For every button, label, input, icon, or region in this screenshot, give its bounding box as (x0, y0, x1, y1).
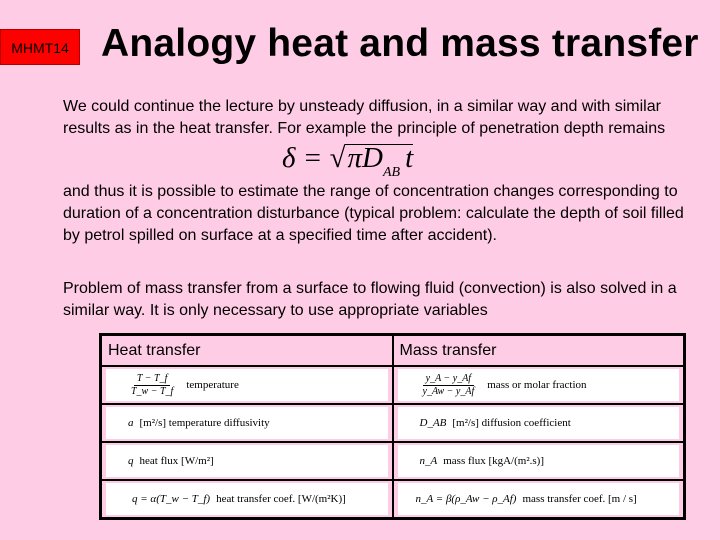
paragraph-convection: Problem of mass transfer from a surface to flowing fluid (convection) is also solved in a similar way. It is only necessary to use appropriate variables (63, 280, 677, 319)
slide-title: Analogy heat and mass transfer (101, 22, 699, 65)
description: heat flux [W/m²] (139, 455, 214, 467)
paragraph-intro: We could continue the lecture by unsteady diffusion, in a similar way and with similar results as in the heat transfer. For example the principle of penetration depth remains (63, 98, 666, 137)
symbol: q (128, 455, 134, 467)
description: heat transfer coef. [W/(m²K)] (216, 493, 346, 505)
table-row (101, 366, 684, 404)
fraction-denominator: y_Aw − y_Af (422, 385, 475, 397)
mass-flux-expression (398, 445, 680, 477)
formula-lhs: δ = (282, 142, 323, 174)
symbol: n_A = β(ρ_Aw − ρ_Af) (415, 493, 517, 505)
heat-temperature-expression (106, 369, 388, 401)
symbol: a (128, 417, 134, 429)
mass-fraction-expression (398, 369, 680, 401)
header-heat-transfer: Heat transfer (101, 335, 393, 366)
table-row (101, 480, 684, 518)
description: mass or molar fraction (487, 379, 587, 391)
heat-flux-expression (106, 445, 388, 477)
heat-cell (101, 366, 393, 404)
slide-number-badge: MHMT14 (0, 29, 80, 65)
fraction-denominator: T_w − T_f (131, 385, 174, 397)
table-row (101, 404, 684, 442)
heat-diffusivity-expression (106, 407, 388, 439)
mass-diffusion-expression (398, 407, 680, 439)
analogy-table (99, 333, 686, 520)
formula-subscript: AB (382, 165, 401, 180)
table-header-row (101, 335, 684, 366)
mass-cell (393, 442, 685, 480)
heat-cell (101, 480, 393, 518)
description: [m²/s] temperature diffusivity (139, 417, 270, 429)
mass-transfer-coef-expression (398, 483, 680, 515)
heat-cell (101, 442, 393, 480)
formula-body: πD (347, 142, 383, 174)
description: [m²/s] diffusion coefficient (452, 417, 571, 429)
paragraph-concentration: and thus it is possible to estimate the range of concentration changes corresponding to duration of a concentration disturbance (typical problem: calculate the depth of soil filled by petrol spilled on surface at a specified time after accident). (63, 183, 684, 244)
radicand (345, 144, 413, 186)
description: mass flux [kgA/(m².s)] (443, 455, 544, 467)
heat-cell (101, 404, 393, 442)
mass-cell (393, 480, 685, 518)
fraction (128, 373, 176, 398)
radical-sign: √ (329, 142, 346, 174)
mass-cell (393, 366, 685, 404)
penetration-depth-formula (282, 142, 413, 186)
formula-tail: t (405, 142, 414, 174)
mass-cell (393, 404, 685, 442)
fraction-numerator: T − T_f (134, 373, 170, 386)
fraction (420, 373, 478, 398)
description: mass transfer coef. [m / s] (522, 493, 637, 505)
heat-transfer-coef-expression (106, 483, 388, 515)
description: temperature (186, 379, 239, 391)
symbol: n_A (419, 455, 438, 467)
symbol: D_AB (419, 417, 447, 429)
table-row (101, 442, 684, 480)
fraction-numerator: y_A − y_Af (423, 373, 474, 386)
symbol: q = α(T_w − T_f) (132, 493, 211, 505)
header-mass-transfer: Mass transfer (393, 335, 685, 366)
